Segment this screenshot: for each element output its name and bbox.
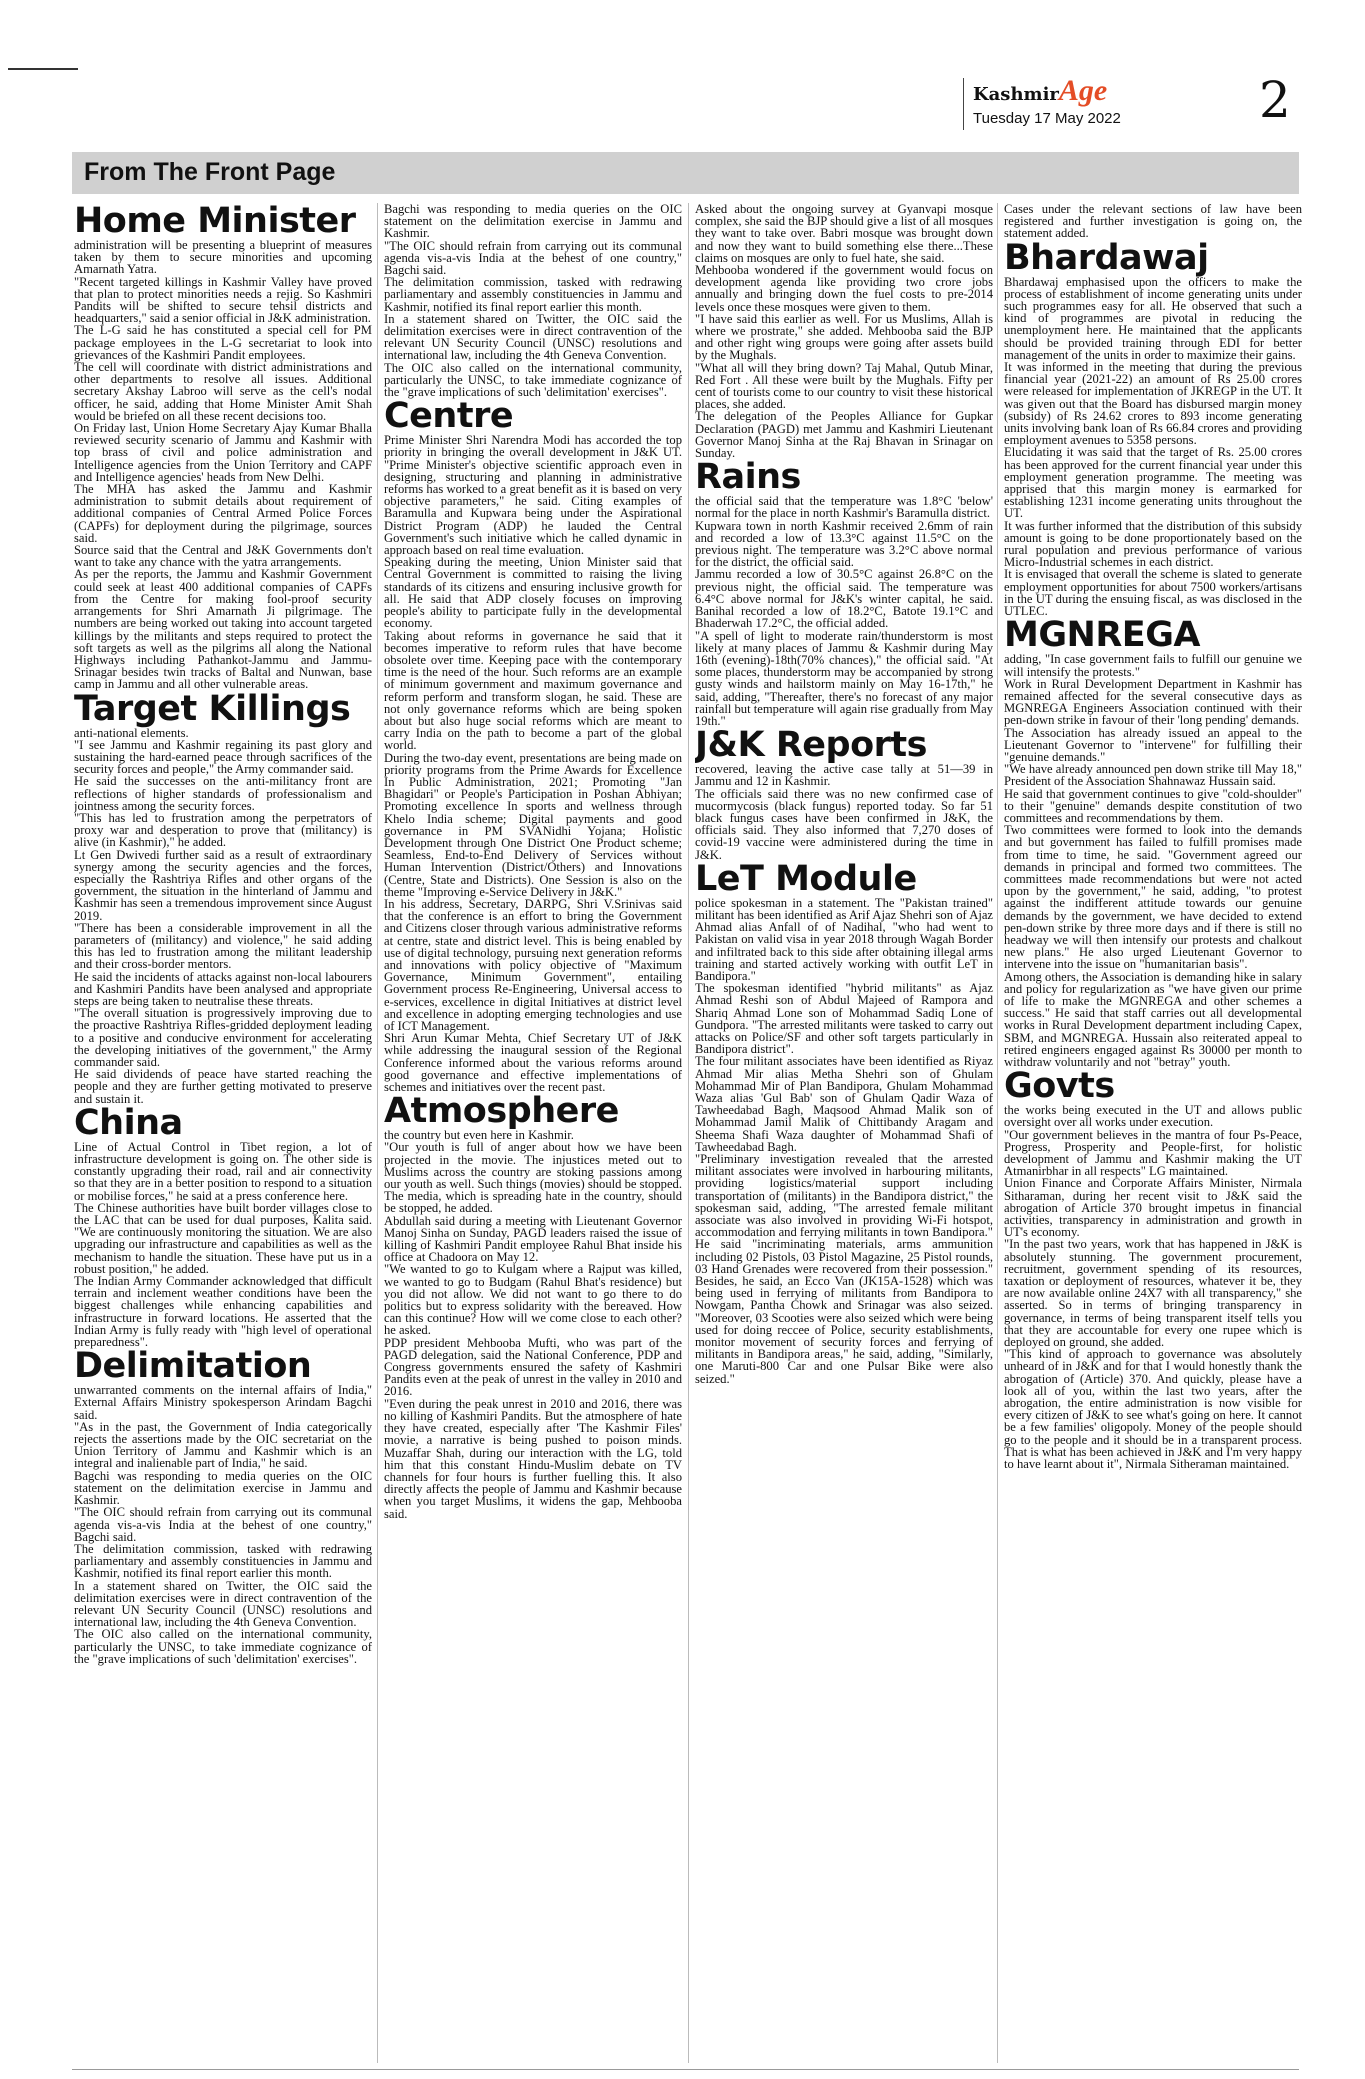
- article-paragraph: Union Finance and Corporate Affairs Minister, Nirmala Sitharaman, during her recent visit to J&K said the abrogation of Article 370 brought impetus in financial activities, transparency in administration and growth in UT's economy.: [1004, 1176, 1302, 1240]
- article-paragraph: He said the incidents of attacks against non-local labourers and Kashmiri Pandits have been analysed and appropriate steps are being taken to neutralise these threats.: [74, 969, 372, 1008]
- article-heading: J&K Reports: [695, 725, 927, 766]
- article-paragraph: The MHA has asked the Jammu and Kashmir administration to submit details about requirement of additional companies of Central Armed Police Forces (CAPFs) for deployment during the pilgrimage, sources said.: [74, 482, 372, 545]
- brand-kashmir: Kashmir: [973, 84, 1059, 105]
- article-paragraph: The delimitation commission, tasked with redrawing parliamentary and assembly constituencies in Jammu and Kashmir, notified its final report earlier this month.: [74, 1541, 372, 1581]
- article-centre: [384, 398, 682, 1093]
- article-heading: Bhardawaj: [1004, 237, 1209, 278]
- article-paragraph: The delegation of the Peoples Alliance for Gupkar Declaration (PAGD) met Jammu and Kashmiri Lieutenant Governor Manoj Sinha at the Raj Bhavan in Srinagar on Sunday.: [695, 409, 993, 461]
- section-banner: [72, 152, 1299, 194]
- article-paragraph: The Chinese authorities have built border villages close to the LAC that can be used for dual purposes, Kalita said. "We are continuously monitoring the situation. We are also upgrading our infrastructure and capabilities as well as the mechanism to handle the situation. These have put us in a robust position," he added.: [74, 1200, 372, 1276]
- article-paragraph: He said "incriminating materials, arms ammunition including 02 Pistols, 03 Pistol Magazine, 25 Pistol rounds, 03 Hand Grenades were recovered from their possession." Besides, he said, an Ecco Van (JK15A-1528) which was being used in ferrying of militants from Bandipora to Nowgam, Pantha Chowk and Srinagar was also seized. "Moreover, 03 Scooties were also seized which were being used for doing reccee of Police, security establishments, monitor movement of security forces and ferrying of militants in Bandipora areas," he said, adding, "Similarly, one Maruti-800 Car and one Pulsar Bike were also seized.": [695, 1237, 993, 1386]
- article-paragraph: anti-national elements.: [74, 725, 189, 740]
- article-paragraph: He said that government continues to give "cold-shoulder" to their "genuine" demands despite constitution of two committees and recommendations by them.: [1004, 786, 1302, 825]
- article-paragraph: Bagchi was responding to media queries on the OIC statement on the delimitation exercise in Jammu and Kashmir.: [74, 1468, 372, 1508]
- article-body: [74, 1141, 372, 1348]
- article-paragraph: Taking about reforms in governance he said that it becomes imperative to reform rules that have become obsolete over time. Keeping pace with the contemporary time is the need of the hour. Such reforms are an example of minimum government and maximum governance and reform perform and transform slogan, he said. These are not only governance reforms which are being spoken about but also huge social reforms which are meant to carry India on the path to become a part of the global world.: [384, 628, 682, 753]
- article-paragraph: Asked about the ongoing survey at Gyanvapi mosque complex, she said the BJP should give a list of all mosques they want to take over. Babri mosque was brought down and now they want to build something else there...These claims on mosques are only to fuel hate, she said.: [695, 203, 993, 265]
- article-body: [695, 763, 993, 861]
- article-paragraph: adding, "In case government fails to fulfill our genuine we will intensify the protests.": [1004, 652, 1302, 679]
- article-jk-reports: [695, 727, 993, 861]
- article-paragraph: Bhardawaj emphasised upon the officers to make the process of establishment of income generating units under such programmes easy for all. He observed that such a kind of programmes are pivotal in reducing the unemployment here. He maintained that the applicants should be provided training through EDI for better management of the units in order to maximize their gains.: [1004, 274, 1302, 362]
- article-heading: Govts: [1004, 1066, 1115, 1107]
- article-paragraph: Work in Rural Development Department in Kashmir has remained affected for the several consecutive days as MGNREGA Engineers Association continued with their pen-down strike in favour of their 'long pending' demands.: [1004, 676, 1302, 728]
- article-paragraph: "We wanted to go to Kulgam where a Rajput was killed, we wanted to go to Budgam (Rahul Bhat's residence) but you did not allow. We did not want to go there to do politics but to express solidarity with the bereaved. How can this continue? How will we come close to each other? he asked.: [384, 1262, 682, 1338]
- article-paragraph: In a statement shared on Twitter, the OIC said the delimitation exercises were in direct contravention of the relevant UN Security Council (UNSC) resolutions and international law, including the 4th Geneva Convention.: [384, 311, 682, 363]
- article-paragraph: The OIC also called on the international community, particularly the UNSC, to take immediate cognizance of the "grave implications of such 'delimitation' exercises".: [74, 1627, 372, 1666]
- article-paragraph: "The OIC should refrain from carrying out its communal agenda vis-a-vis India at the behest of one country," Bagchi said.: [74, 1505, 372, 1544]
- article-paragraph: Bagchi was responding to media queries on the OIC statement on the delimitation exercise in Jammu and Kashmir.: [384, 203, 682, 241]
- article-heading: Rains: [695, 457, 801, 498]
- article-paragraph: police spokesman in a statement. The "Pakistan trained" militant has been identified as Arif Ajaz Shehri son of Ajaz Ahmad alias Anfall of of Nadihal, "who had went to Pakistan on valid visa in year 2018 through Wagah Border and infiltrated back to this side after obtaining illegal arms training and started actively working with outfit LeT in Bandipora.": [695, 895, 993, 983]
- article-paragraph: Abdullah said during a meeting with Lieutenant Governor Manoj Sinha on Sunday, PAGD leaders raised the issue of killing of Kashmiri Pandit employee Rahul Bhat inside his office at Chadoora on May 12.: [384, 1213, 682, 1265]
- article-paragraph: The L-G said he has constituted a special cell for PM package employees in the L-G secretariat to look into grievances of the Kashmiri Pandit employees.: [74, 323, 372, 362]
- article-paragraph: Elucidating it was said that the target of Rs. 25.00 crores has been approved for the current financial year under this employment generation programme. The meeting was apprised that this margin money is earmarked for establishing 1231 income generating units throughout the UT.: [1004, 445, 1302, 521]
- article-paragraph: Mehbooba wondered if the government would focus on development agenda like providing two crore jobs annually and bringing down the fuel costs to pre-2014 levels once these mosques were given to them.: [695, 263, 993, 314]
- article-body: [384, 1129, 682, 1520]
- article-paragraph: As per the reports, the Jammu and Kashmir Government could seek at least 400 additional companies of CAPFs from the Centre for making fool-proof security arrangements for Shri Amarnath Ji pilgrimage. The numbers are being worked out taking into account targeted killings by the militants and steps required to protect the soft targets as well as the pilgrims all along the National Highways including Pathankot-Jammu and Jammu-Srinagar besides twin tracks of Baltal and Nunwan, base camp in Jammu and all other vulnerable areas.: [74, 567, 372, 692]
- article-paragraph: The OIC also called on the international community, particularly the UNSC, to take immediate cognizance of the "grave implications of such 'delimitation' exercises".: [384, 360, 682, 400]
- article-paragraph: Speaking during the meeting, Union Minister said that Central Government is committed to raising the living standards of its citizens and ensuring inclusive growth for all. He said that ADP closely focuses on improving people's ability to participate fully in the developmental economy.: [384, 555, 682, 631]
- article-paragraph: "This has led to frustration among the perpetrators of proxy war and desperation to prove that (militancy) is alive (in Kashmir)," he added.: [74, 810, 372, 850]
- top-rule: [8, 68, 78, 70]
- article-paragraph: Prime Minister Shri Narendra Modi has accorded the top priority in bringing the overall development in J&K UT. "Prime Minister's objective scientific approach even in designing, structuring and planning in administrative reforms has worked to a great benefit as it is based on very objective parameters," he said. Citing examples of Baramulla and Kupwara being under the Aspirational District Program (ADP) he lauded the Central Government's such initiative which he called dynamic in approach based on real time evaluation.: [384, 433, 682, 558]
- article-paragraph: "What all will they bring down? Taj Mahal, Qutub Minar, Red Fort . All these were built by the Mughals. Fifty per cent of tourists come to our country to visit these historical places, she added.: [695, 360, 993, 412]
- article-body: [74, 239, 372, 691]
- article-paragraph: "Our youth is full of anger about how we have been projected in the movie. The injustices meted out to Muslims across the country are stoking passions among our youth as well. Such things (movies) should be stopped. The media, which is spreading hate in the country, should be stopped, he added.: [384, 1140, 682, 1216]
- article-body: [695, 495, 993, 727]
- article-paragraph: It is envisaged that overall the scheme is slated to generate employment opportunities for about 7500 workers/artisans in the UT during the ensuing fiscal, as was disclosed in the UTLEC.: [1004, 567, 1302, 619]
- article-paragraph: "Recent targeted killings in Kashmir Valley have proved that plan to protect minorities needs a rejig. So Kashmiri Pandits will be shifted to secure tehsil districts and headquarters," said a senior official in J&K administration.: [74, 274, 372, 326]
- article-paragraph: Shri Arun Kumar Mehta, Chief Secretary UT of J&K while addressing the inaugural session of the Regional Conference informed about the various reforms around good governance and effective implementations of schemes and initiatives over the recent past.: [384, 1031, 682, 1095]
- article-heading: LeT Module: [695, 858, 917, 899]
- article-body: [74, 1384, 372, 1665]
- article-paragraph: Cases under the relevant sections of law have been registered and further investigation is going on, the statement added.: [1004, 203, 1302, 241]
- article-body: [695, 897, 993, 1385]
- article-paragraph: The Indian Army Commander acknowledged that difficult terrain and inclement weather conditions have been the biggest challenges while enhancing capabilities and infrastructure in forward locations. He asserted that the Indian Army is fully ready with "high level of operational preparedness".: [74, 1274, 372, 1350]
- article-paragraph: the official said that the temperature was 1.8°C 'below' normal for the place in north Kashmir's Baramulla district.: [695, 494, 993, 521]
- article-paragraph: It was further informed that the distribution of this subsidy amount is going to be done proportionately based on the rural population and previous performance of various Micro-Industrial schemes in each district.: [1004, 518, 1302, 570]
- article-govts: [1004, 1068, 1302, 1470]
- page-number: 2: [1259, 71, 1291, 129]
- article-paragraph: Source said that the Central and J&K Governments don't want to take any chance with the yatra arrangements.: [74, 543, 372, 570]
- article-body: [384, 434, 682, 1093]
- article-paragraph: Among others, the Association is demanding hike in salary and policy for regularization as "we have given our prime of life to make the MGNREGA and other schemes a success." He said that staff carries out all developmental works in Rural Development department including Capex, SBM, and MGNREGA. Hussain also reiterated appeal to retired engineers engaged against Rs 30000 per month to withdraw voluntarily and not "betray" youth.: [1004, 969, 1302, 1069]
- article-heading: China: [74, 1102, 183, 1143]
- article-heading: Home Minister: [74, 203, 356, 241]
- article-paragraph: the works being executed in the UT and allows public oversight over all works under execution.: [1004, 1103, 1302, 1130]
- brand-logo: [973, 76, 1107, 110]
- article-paragraph: "Preliminary investigation revealed that the arrested militant associates were involved in harbouring militants, providing logistics/material support including transportation of (militants) in the Bandipora district," the spokesman said, adding, "The arrested female militant associate was also involved in providing Wi-Fi hotspot, accommodation and ferrying militants in town Bandipora.": [695, 1152, 993, 1240]
- article-bhardawaj: [1004, 237, 1302, 619]
- article-paragraph: The delimitation commission, tasked with redrawing parliamentary and assembly constituencies in Jammu and Kashmir, notified its final report earlier this month.: [384, 275, 682, 314]
- article-heading: MGNREGA: [1004, 615, 1201, 656]
- column-2: [384, 203, 682, 2068]
- article-paragraph: "In the past two years, work that has happened in J&K is absolutely stunning. The government procurement, recruitment, government spending of its resources, taxation or deployment of resources, whatever it be, they are now available online 24X7 with all transparency," she asserted. So in terms of bringing transparency in governance, in terms of being transparent itself tells you that they are accountable for every one rupee which is deployed on ground, she added.: [1004, 1237, 1302, 1350]
- column-divider: [688, 203, 689, 2063]
- article-rains: [695, 459, 993, 727]
- article-paragraph: recovered, leaving the active case tally at 51—39 in Jammu and 12 in Kashmir.: [695, 762, 993, 789]
- article-paragraph: During the two-day event, presentations are being made on priority programs from the Prime Awards for Excellence In Public Administration, 2021; Promoting "Jan Bhagidari" or People's Participation in Poshan Abhiyan; Promoting excellence In sports and wellness through Khelo India scheme; Digital payments and good governance in PM SVANidhi Yojana; Holistic Development through One District One Product scheme; Seamless, End-to-End Delivery of Services without Human Intervention (District/Others) and Innovations (Centre, State and Districts). One Session is also on the theme "Improving e-Service Delivery in J&K.": [384, 750, 682, 899]
- article-home-minister: [74, 203, 372, 691]
- article-paragraph: "There has been a considerable improvement in all the parameters of (militancy) and violence," he said adding this has led to frustration among the militant leadership and their cross-border mentors.: [74, 920, 372, 972]
- article-paragraph: "I have said this earlier as well. For us Muslims, Allah is where we prostrate," she added. Mehbooba said the BJP and other right wing groups were going after assets build by the Mughals.: [695, 311, 993, 363]
- article-paragraph: "I see Jammu and Kashmir regaining its past glory and sustaining the hard-earned peace through sacrifices of the security forces and people," the Army commander said.: [74, 737, 372, 777]
- article-paragraph: The cell will coordinate with district administrations and other departments to resolve all issues. Additional secretary Akshay Labroo will serve as the cell's nodal officer, he said, adding that Home Minister Amit Shah would be briefed on all these recent decisions too.: [74, 360, 372, 423]
- article-paragraph: Line of Actual Control in Tibet region, a lot of infrastructure development is going on. The other side is constantly upgrading their road, rail and air connectivity so that they are in a better position to respond to a situation or mobilise forces," he said at a press conference here.: [74, 1139, 372, 1203]
- article-paragraph: "The overall situation is progressively improving due to the proactive Rashtriya Rifles-gridded deployment leading to a positive and conducive environment for accelerating the developing initiatives of the government," the Army commander said.: [74, 1006, 372, 1069]
- article-paragraph: In a statement shared on Twitter, the OIC said the delimitation exercises were in direct contravention of the relevant UN Security Council (UNSC) resolutions and international law, including the 4th Geneva Convention.: [74, 1578, 372, 1630]
- column-4: [1004, 203, 1302, 2068]
- article-body: [74, 727, 372, 1105]
- article-paragraph: He said the successes on the anti-militancy front are reflections of higher standards of professionalism and jointness among the security forces.: [74, 774, 372, 813]
- article-paragraph: "A spell of light to moderate rain/thunderstorm is most likely at many places of Jammu & Kashmir during May 16th (evening)-18th(70% chances)," the official said. "At some places, thunderstorm may be accompanied by strong gusty winds and hailstorm mainly on May 16-17th," he said, adding, "Thereafter, there's no forecast of any major rainfall but temperature will again rise gradually from May 19th.": [695, 628, 993, 728]
- article-paragraph: administration will be presenting a blueprint of measures taken by them to secure minorities and upcoming Amarnath Yatra.: [74, 238, 372, 277]
- article-heading: Centre: [384, 396, 514, 437]
- column-divider: [377, 203, 378, 2063]
- brand-age: Age: [1058, 74, 1108, 107]
- article-heading: Delimitation: [74, 1346, 312, 1387]
- article-paragraph: Two committees were formed to look into the demands and but government has failed to fulfill promises made from time to time, he said. "Government agreed our demands in principal and formed two committees. The committees made recommendations but were not acted upon by the government," he said, adding, "to protest against the indifferent attitude towards our genuine demands by the government, we have decided to extend pen-down strike by three more days and if there is still no headway we will then intensify our protests and chalkout new plans." He also urged Lieutenant Governor to intervene into the issue on "humanitarian basis".: [1004, 823, 1302, 972]
- article-paragraph: The four militant associates have been identified as Riyaz Ahmad Mir alias Metha Shehri son of Ghulam Mohammad Mir of Plan Bandipora, Ghulam Mohammad Waza alias 'Gul Bab' son of Ghulam Qadir Waza of Tawheedabad Bagh, Maqsood Ahmad Malik son of Mohammad Jamil Malik of Chittibandy Aragam and Sheema Shafi Waza daughter of Mohammad Shafi of Tawheedabad Bagh.: [695, 1054, 993, 1154]
- article-paragraph: the country but even here in Kashmir.: [384, 1128, 574, 1143]
- article-body: [1004, 276, 1302, 618]
- article-paragraph: "As in the past, the Government of India categorically rejects the assertions made by the OIC secretariat on the Union Territory of Jammu and Kashmir which is an integral and inalienable part of India," he said.: [74, 1419, 372, 1471]
- article-body: [384, 203, 682, 398]
- column-3: [695, 203, 993, 2068]
- article-paragraph: It was informed in the meeting that during the previous financial year (2021-22) an amount of Rs 25.00 crores were released for implementation of JKREGP in the UT. It was given out that the Board has disbursed margin money (subsidy) of Rs 24.62 crores to 893 income generating units involving bank loan of Rs 66.84 crores and providing employment avenues to 5358 persons.: [1004, 360, 1302, 448]
- article-paragraph: PDP president Mehbooba Mufti, who was part of the PAGD delegation, said the National Conference, PDP and Congress governments ensured the safety of Kashmiri Pandits even at the peak of unrest in the valley in 2010 and 2016.: [384, 1335, 682, 1399]
- article-paragraph: On Friday last, Union Home Secretary Ajay Kumar Bhalla reviewed security scenario of Jammu and Kashmir with top brass of civil and police administration and Intelligence agencies from the Union Territory and CAPF and Intelligence agencies' heads from New Delhi.: [74, 421, 372, 484]
- article-paragraph: The spokesman identified "hybrid militants" as Ajaz Ahmad Reshi son of Abdul Majeed of Rampora and Shariq Ahmad Lone son of Mohammad Sadiq Lone of Gundpora. "The arrested militants were tasked to carry out attacks on Police/SF and other soft targets particularly in Bandipora district".: [695, 981, 993, 1057]
- article-paragraph: The officials said there was no new confirmed case of mucormycosis (black fungus) reported today. So far 51 black fungus cases have been confirmed in J&K, the officials said. They also informed that 7,270 doses of covid-19 vaccine were administered during the time in J&K.: [695, 786, 993, 862]
- article-atmosphere: [384, 1093, 682, 1520]
- masthead: [963, 72, 1293, 132]
- issue-date: Tuesday 17 May 2022: [973, 110, 1121, 127]
- article-delimitation-cont: [384, 203, 682, 398]
- article-body: [1004, 203, 1302, 240]
- column-divider: [997, 203, 998, 2063]
- article-body: [695, 203, 993, 459]
- article-paragraph: Kupwara town in north Kashmir received 2.6mm of rain and recorded a low of 13.3°C against 11.5°C on the previous night. The temperature was 3.2°C above normal for the district, the official said.: [695, 518, 993, 570]
- article-paragraph: "This kind of approach to governance was absolutely unheard of in J&K and for that I would honestly thank the abrogation of (Article) 370. And quickly, please have a look all of you, within the last two years, after the abrogation, the entire administration is now visible for every citizen of J&K to see what's going on here. It cannot be a few families' oligopoly. Money of the people should go to the people and it should be in a transparent process. That is what has been achieved in J&K and I'm very happy to have learnt about it", Nirmala Sitheraman maintained.: [1004, 1347, 1302, 1472]
- article-target-killings: [74, 688, 372, 1106]
- bottom-rule: [72, 2069, 1299, 2070]
- article-let-module: [695, 858, 993, 1386]
- article-china: [74, 1102, 372, 1350]
- article-paragraph: He said dividends of peace have started reaching the people and they are further getting motivated to preserve and sustain it.: [74, 1067, 372, 1106]
- article-heading: Atmosphere: [384, 1091, 619, 1132]
- article-paragraph: Jammu recorded a low of 30.5°C against 26.8°C on the previous night, the official said. The temperature was 6.4°C above normal for J&K's winter capital, he said. Banihal recorded a low of 18.2°C, Batote 19.1°C and Bhaderwah 17.2°C, the official added.: [695, 567, 993, 631]
- article-let-module-cont: [1004, 203, 1302, 240]
- article-body: [1004, 653, 1302, 1068]
- article-paragraph: "Our government believes in the mantra of four Ps-Peace, Progress, Prosperity and People-first, for holistic development of Jammu and Kashmir making the UT Atmanirbhar in all respects" LG maintained.: [1004, 1127, 1302, 1179]
- masthead-divider: [963, 78, 964, 130]
- article-body: [1004, 1104, 1302, 1470]
- article-atmosphere-cont: [695, 203, 993, 459]
- article-mgnrega: [1004, 617, 1302, 1068]
- section-title: From The Front Page: [84, 158, 336, 186]
- article-paragraph: The Association has already issued an appeal to the Lieutenant Governor to "intervene" for fulfilling their "genuine demands.": [1004, 725, 1302, 764]
- article-paragraph: In his address, Secretary, DARPG, Shri V.Srinivas said that the conference is an effort to bring the Government and Citizens closer through various administrative reforms at centre, state and district level. This is being enabled by use of digital technology, pursuing next generation reforms and innovations with policy objective of "Maximum Governance, Minimum Government", entailing Government process Re-Engineering, Universal access to e-services, excellence in digital Initiatives at district level and excellence in adopting emerging technologies and use of ICT Management.: [384, 896, 682, 1033]
- article-delimitation: [74, 1348, 372, 1665]
- article-paragraph: Lt Gen Dwivedi further said as a result of extraordinary synergy among the security agencies and the forces, especially the Rashtriya Rifles and other organs of the government, the situation in the hinterland of Jammu and Kashmir has seen a tremendous improvement since August 2019.: [74, 847, 372, 923]
- article-paragraph: "We have already announced pen down strike till May 18," President of the Association Shahnawaz Hussain said.: [1004, 762, 1302, 789]
- article-heading: Target Killings: [74, 688, 351, 729]
- article-paragraph: "The OIC should refrain from carrying out its communal agenda vis-a-vis India at the behest of one country," Bagchi said.: [384, 238, 682, 278]
- article-paragraph: "Even during the peak unrest in 2010 and 2016, there was no killing of Kashmiri Pandits. But the atmosphere of hate they have created, especially after 'The Kashmir Files' movie, a narrative is being pushed to poison minds. Muzaffar Shah, during our interaction with the LG, told him that this constant Hindu-Muslim debate on TV channels for four hours is further fuelling this. It also directly affects the people of Jammu and Kashmir because when you target Muslims, it widens the gap, Mehbooba said.: [384, 1396, 682, 1521]
- column-1: [74, 203, 372, 2068]
- article-paragraph: unwarranted comments on the internal affairs of India," External Affairs Ministry spokesperson Arindam Bagchi said.: [74, 1383, 372, 1422]
